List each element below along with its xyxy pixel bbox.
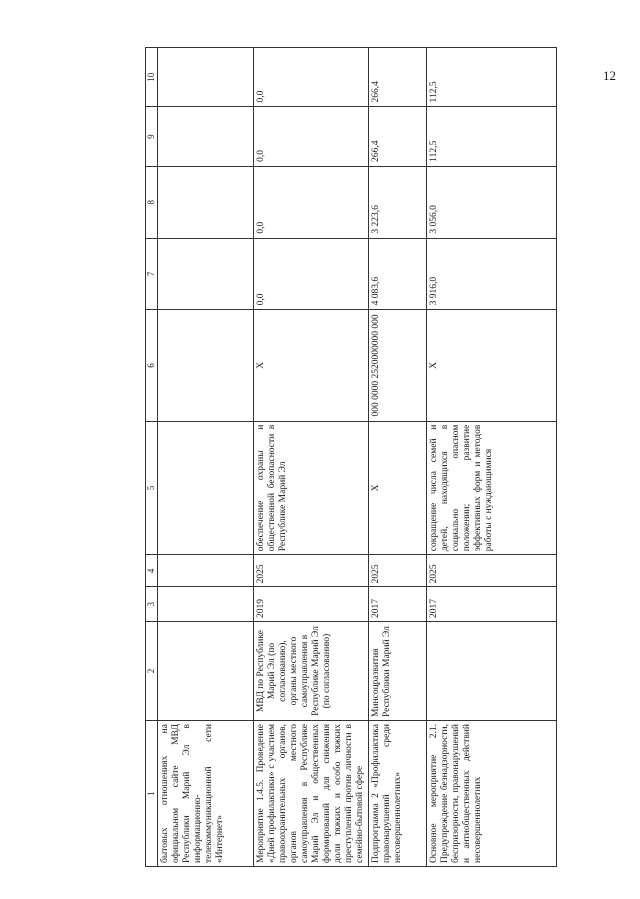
code-cell: Х [427,310,557,421]
end-year-cell: 2025 [369,555,427,587]
header-cell: 4 [146,555,158,587]
value-cell: 0,0 [254,107,369,166]
value-cell: 0,0 [254,48,369,107]
result-cell: обеспечение охраны и общественной безопасности в Республике Марий Эл [254,421,369,555]
activity-name-cell: Мероприятие 1.4.5. Проведение «Дней профилактики» с участием правоохранительных органов, органов местного самоуправления в Республике Марий Эл и общественных формирований для снижения доли тяжких и особо тяжких преступлений против личности в семейно-бытовой сфере [254,721,369,867]
value-cell: 3 223,6 [369,166,427,238]
program-table [145,47,557,867]
start-year-cell: 2019 [254,587,369,622]
value-cell: 4 083,6 [369,238,427,310]
activity-name-cell: Подпрограмма 2 «Профилактика правонарушений среди несовершеннолетних» [369,721,427,867]
responsible-cell: МВД по Республике Марий Эл (по согласованию), органы местного самоуправления в Республике Марий Эл (по согласованию) [254,622,369,721]
value-cell [158,107,254,166]
code-cell: 000 0000 2520000000 000 [369,310,427,421]
code-cell: Х [254,310,369,421]
table-row [254,48,369,867]
activity-name-cell: бытовых отношениях на официальном сайте МВД Республики Марий Эл в информационно-телекоммуникационной сети «Интернет» [158,721,254,867]
result-cell [158,421,254,555]
responsible-cell: Минсоцразвития Республики Марий Эл [369,622,427,721]
value-cell: 0,0 [254,166,369,238]
page-number: 12 [603,68,616,83]
rotated-table-wrapper [145,47,555,867]
table-row [369,48,427,867]
responsible-cell [158,622,254,721]
code-cell [158,310,254,421]
end-year-cell: 2025 [427,555,557,587]
result-cell: Х [369,421,427,555]
header-cell: 6 [146,310,158,421]
value-cell: 112,5 [427,48,557,107]
table-row [427,48,557,867]
header-cell: 1 [146,721,158,867]
header-cell: 3 [146,587,158,622]
start-year-cell [158,587,254,622]
start-year-cell: 2017 [369,587,427,622]
value-cell [158,166,254,238]
activity-name-cell: Основное мероприятие 2.1. Предупреждение безнадзорности, беспризорности, правонарушений и антиобщественных действий несовершеннолетних [427,721,557,867]
header-cell: 9 [146,107,158,166]
start-year-cell: 2017 [427,587,557,622]
value-cell: 266,4 [369,48,427,107]
table-row [158,48,254,867]
header-cell: 5 [146,421,158,555]
value-cell: 112,5 [427,107,557,166]
header-cell: 2 [146,622,158,721]
end-year-cell: 2025 [254,555,369,587]
value-cell [158,48,254,107]
header-cell: 7 [146,238,158,310]
value-cell: 3 056,0 [427,166,557,238]
header-cell: 10 [146,48,158,107]
result-cell: сокращение числа семей и детей, находящихся в социально опасном положении; развитие эффективных форм и методов работы с нуждающимися [427,421,557,555]
value-cell [158,238,254,310]
header-row [146,48,158,867]
responsible-cell [427,622,557,721]
value-cell: 0,0 [254,238,369,310]
value-cell: 3 916,0 [427,238,557,310]
header-cell: 8 [146,166,158,238]
end-year-cell [158,555,254,587]
value-cell: 266,4 [369,107,427,166]
